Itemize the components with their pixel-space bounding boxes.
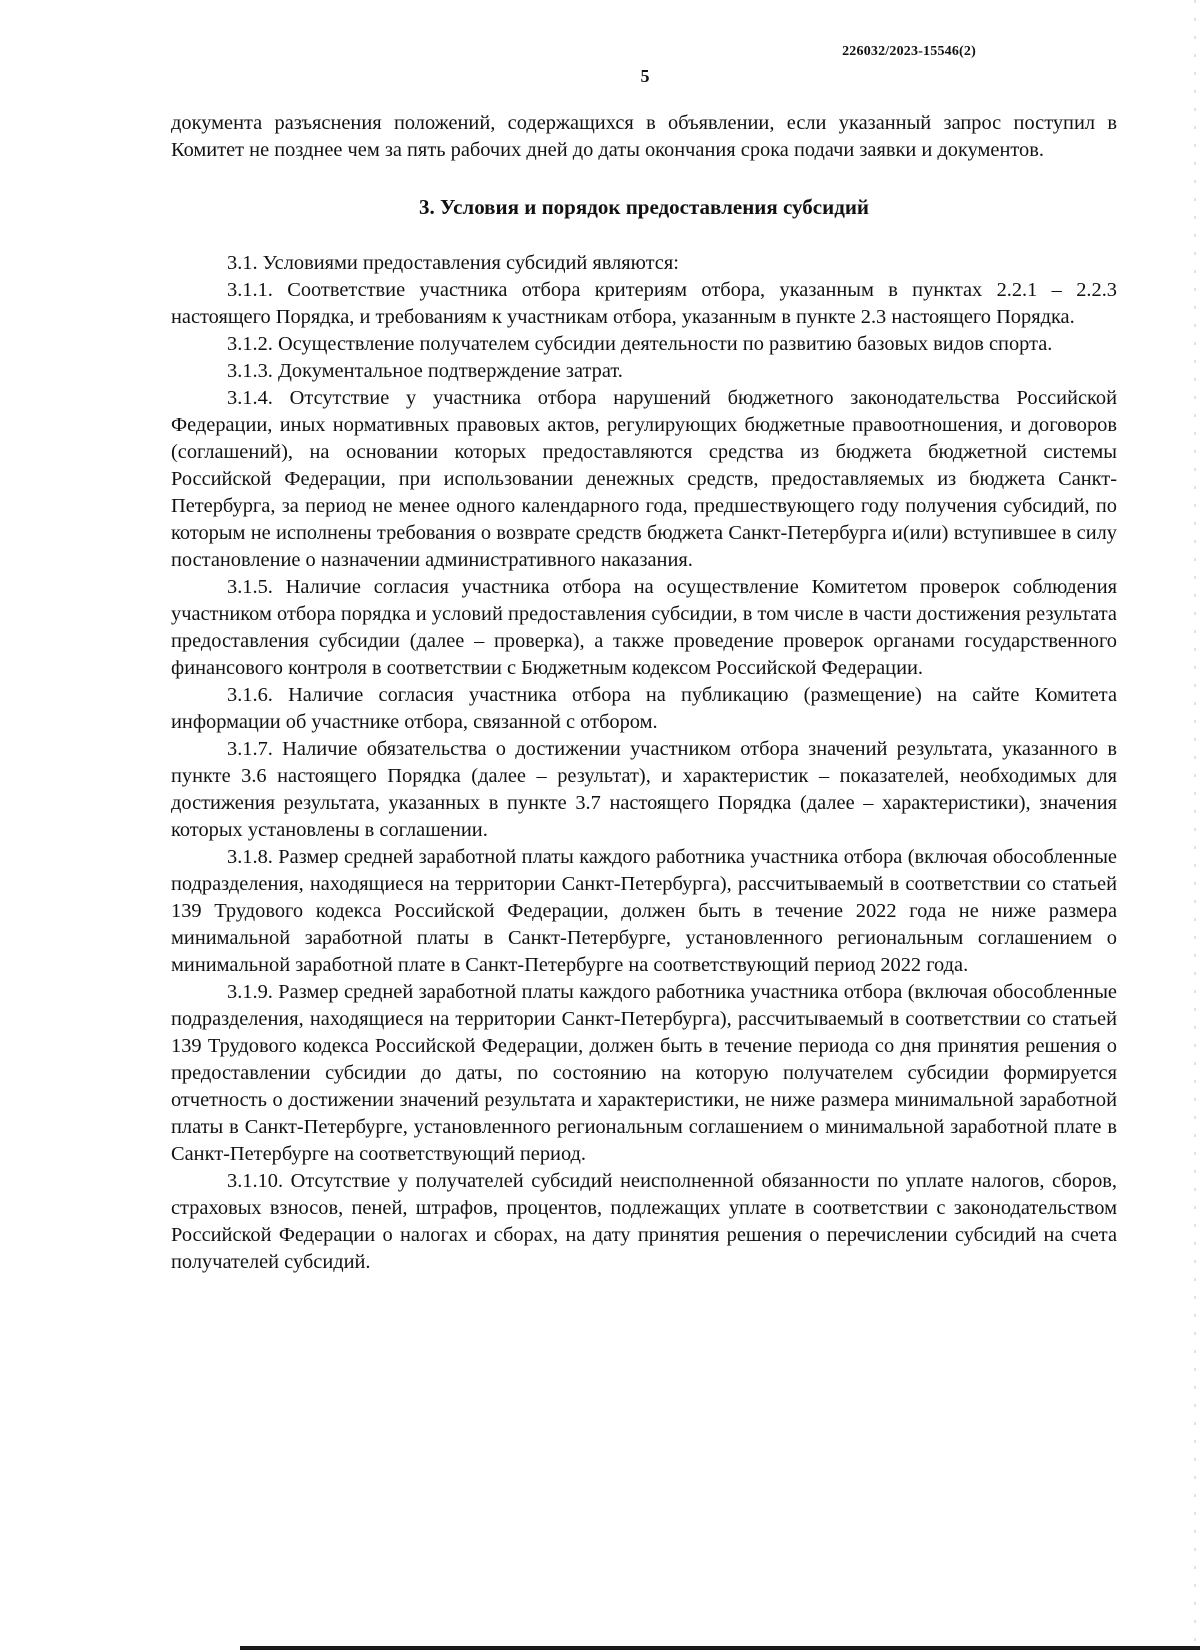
paragraph-3-1-8: 3.1.8. Размер средней заработной платы каждого работника участника отбора (включая обособленные подразделения, находящиеся на территории Санкт-Петербурга), рассчитываемый в соответствии со статьей 139 Трудового кодекса Российской Федерации, должен быть в течение 2022 года не ниже размера минимальной заработной платы в Санкт-Петербурге, установленного региональным соглашением о минимальной заработной плате в Санкт-Петербурге на соответствующий период 2022 года. bbox=[171, 846, 1117, 976]
section-heading: 3. Условия и порядок предоставления субсидий bbox=[418, 195, 870, 219]
paragraph-3-1-3: 3.1.3. Документальное подтверждение затрат. bbox=[227, 360, 623, 382]
paragraph-3-1-9: 3.1.9. Размер средней заработной платы каждого работника участника отбора (включая обособленные подразделения, находящиеся на территории Санкт-Петербурга), рассчитываемый в соответствии со статьей 139 Трудового кодекса Российской Федерации, должен быть в течение периода со дня принятия решения о предоставлении субсидии до даты, по состоянию на которую получателем субсидии формируется отчетность о достижении значений результата и характеристики, не ниже размера минимальной заработной платы в Санкт-Петербурге, установленного региональным соглашением о минимальной заработной плате в Санкт-Петербурге на соответствующий период. bbox=[171, 981, 1117, 1165]
paragraph-3-1-2: 3.1.2. Осуществление получателем субсидии деятельности по развитию базовых видов спорта. bbox=[227, 333, 1053, 355]
paragraph-3-1-4: 3.1.4. Отсутствие у участника отбора нарушений бюджетного законодательства Российской Федерации, иных нормативных правовых актов, регулирующих бюджетные правоотношения, и договоров (соглашений), на основании которых предоставляются средства из бюджета бюджетной системы Российской Федерации, при использовании денежных средств, предоставляемых из бюджета Санкт-Петербурга, за период не менее одного календарного года, предшествующего году получения субсидий, по которым не исполнены требования о возврате средств бюджета Санкт-Петербурга и(или) вступившее в силу постановление о назначении административного наказания. bbox=[171, 387, 1117, 571]
paragraph-3-1-10: 3.1.10. Отсутствие у получателей субсидий неисполненной обязанности по уплате налогов, сборов, страховых взносов, пеней, штрафов, процентов, подлежащих уплате в соответствии с законодательством Российской Федерации о налогах и сборах, на дату принятия решения о перечислении субсидий на счета получателей субсидий. bbox=[171, 1170, 1117, 1273]
scan-bottom-border bbox=[240, 1646, 1200, 1650]
paragraph-3-1-5: 3.1.5. Наличие согласия участника отбора на осуществление Комитетом проверок соблюдения участником отбора порядка и условий предоставления субсидии, в том числе в части достижения результата предоставления субсидии (далее – проверка), а также проведение проверок органами государственного финансового контроля в соответствии с Бюджетным кодексом Российской Федерации. bbox=[171, 576, 1117, 679]
document-body bbox=[171, 110, 1117, 1276]
paragraph-3-1-7: 3.1.7. Наличие обязательства о достижении участником отбора значений результата, указанного в пункте 3.6 настоящего Порядка (далее – результат), и характеристик – показателей, необходимых для достижения результата, указанных в пункте 3.7 настоящего Порядка (далее – характеристики), значения которых установлены в соглашении. bbox=[171, 738, 1117, 841]
intro-paragraph: документа разъяснения положений, содержащихся в объявлении, если указанный запрос поступил в Комитет не позднее чем за пять рабочих дней до даты окончания срока подачи заявки и документов. bbox=[171, 112, 1117, 161]
scan-edge-artifact bbox=[1194, 0, 1196, 1650]
page-number: 5 bbox=[640, 66, 650, 86]
paragraph-3-1-6: 3.1.6. Наличие согласия участника отбора на публикацию (размещение) на сайте Комитета информации об участнике отбора, связанной с отбором. bbox=[171, 684, 1117, 733]
paragraph-3-1: 3.1. Условиями предоставления субсидий являются: bbox=[227, 252, 679, 274]
document-registration-number: 226032/2023-15546(2) bbox=[842, 44, 976, 59]
paragraph-3-1-1: 3.1.1. Соответствие участника отбора критериям отбора, указанным в пунктах 2.2.1 – 2.2.3 настоящего Порядка, и требованиям к участникам отбора, указанным в пункте 2.3 настоящего Порядка. bbox=[171, 279, 1117, 328]
